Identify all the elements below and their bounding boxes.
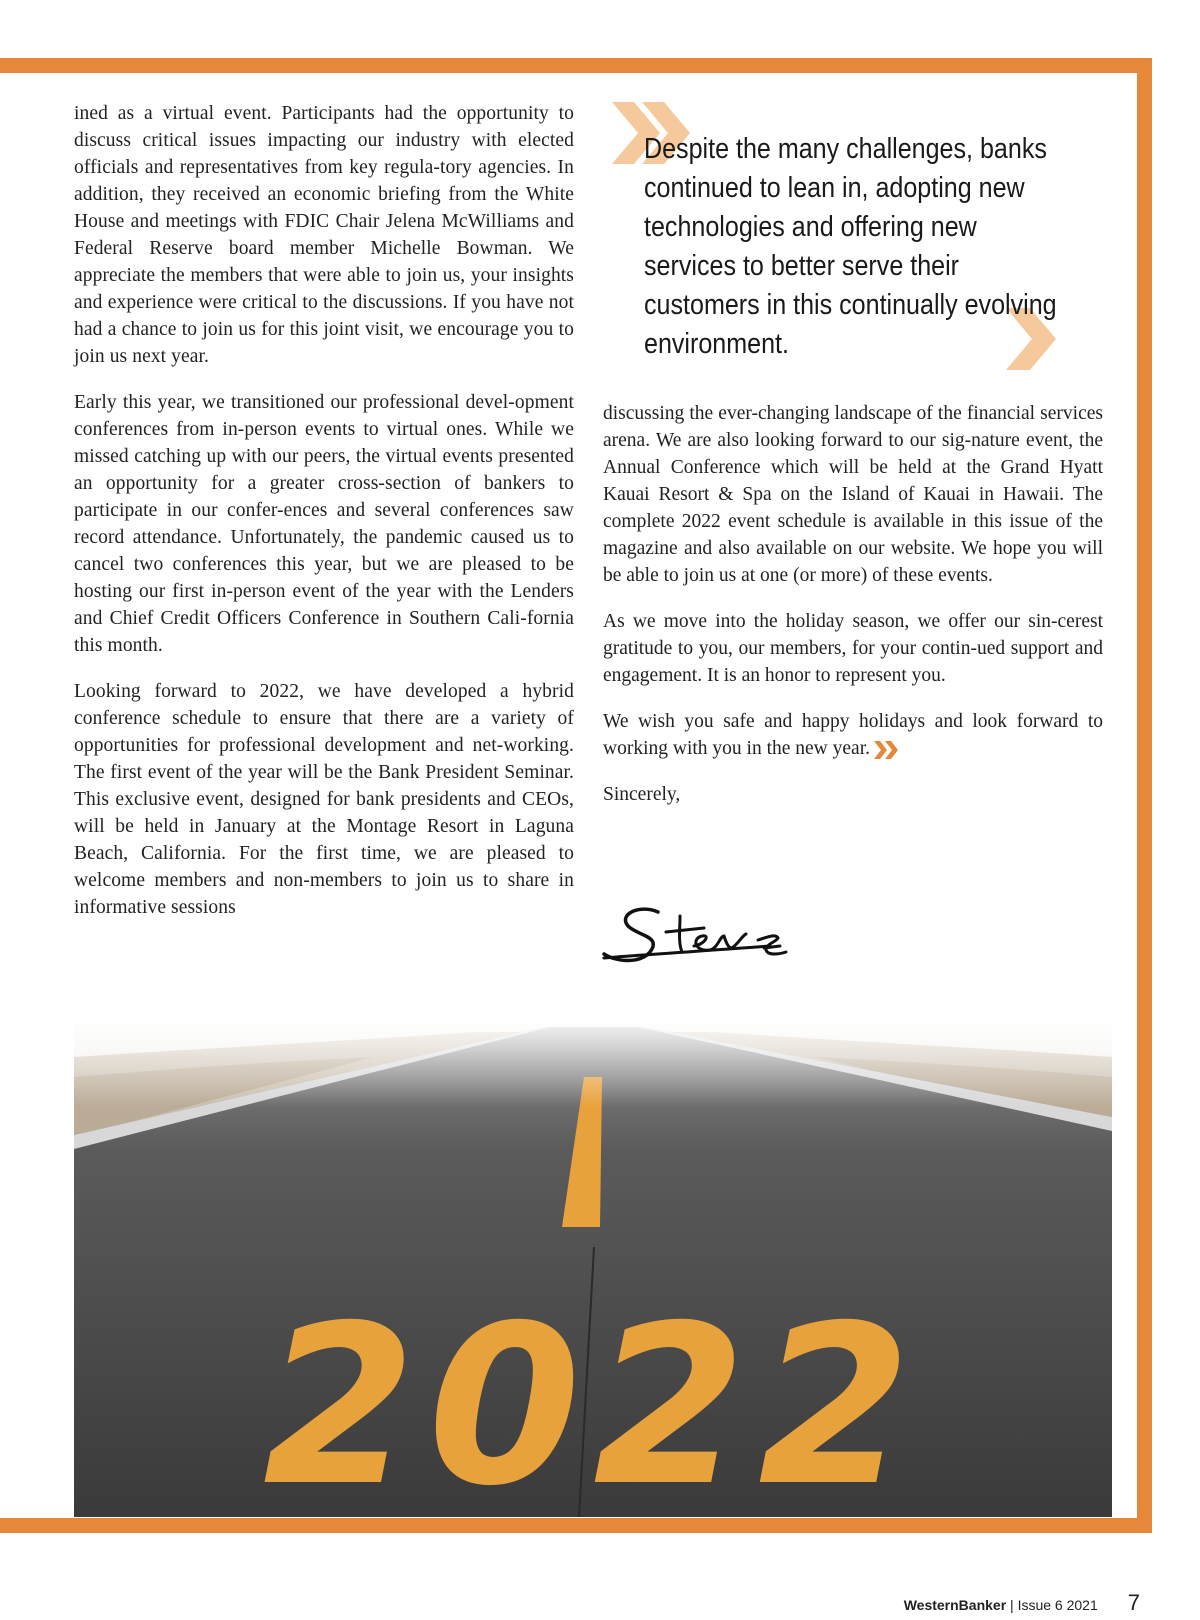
- body-paragraph: Looking forward to 2022, we have developed a hybrid conference schedule to ensure that there are a variety of opportunities for professional development and net-working. The first event of the year will be the Bank President Seminar. This exclusive event, designed for bank presidents and CEOs, will be held in January at the Montage Resort in Laguna Beach, California. For the first time, we are pleased to welcome members and non-members to join us to share in informative sessions: [74, 681, 574, 918]
- page-footer: [904, 1590, 1140, 1620]
- double-chevron-icon: [874, 741, 900, 759]
- closing-paragraph-text: We wish you safe and happy holidays and look forward to working with you in the new year.: [603, 711, 1103, 759]
- body-paragraph: As we move into the holiday season, we offer our sin-cerest gratitude to you, our members, for your contin-ued support and engagement. It is an honor to represent you.: [603, 611, 1103, 686]
- body-paragraph: Early this year, we transitioned our professional devel-opment conferences from in-person events to virtual ones. While we missed catching up with our peers, the virtual events presented an opportunity for a greater cross-section of bankers to participate in our confer-ences and several conferences saw record attendance. Unfortunately, the pandemic caused us to cancel two conferences this year, but we are pleased to be hosting our first in-person event of the year with the Lenders and Chief Credit Officers Conference in Southern Cali-fornia this month.: [74, 392, 574, 656]
- frame-border-right: [1137, 58, 1152, 1533]
- pull-quote-text: Despite the many challenges, banks continued to lean in, adopting new technologies and offering new services to better serve their customers in this continually evolving environment.: [644, 133, 1057, 360]
- frame-border-top: [0, 58, 1152, 73]
- frame-border-bottom: [0, 1518, 1152, 1533]
- page-number: 7: [1127, 1590, 1140, 1615]
- pull-quote: [612, 100, 1082, 375]
- right-column: [603, 400, 1103, 808]
- road-photo: [74, 1017, 1112, 1517]
- body-paragraph: ined as a virtual event. Participants had the opportunity to discuss critical issues impacting our industry with elected officials and representatives from key regula-tory agencies. In addition, they received an economic briefing from the White House and meetings with FDIC Chair Jelena McWilliams and Federal Reserve board member Michelle Bowman. We appreciate the members that were able to join us, your insights and experience were critical to the discussions. If you have not had a chance to join us for this joint visit, we encourage you to join us next year.: [74, 103, 574, 367]
- body-paragraph: [603, 708, 1103, 762]
- road-text: 2022: [262, 1278, 924, 1517]
- issue-label: Issue 6 2021: [1017, 1597, 1098, 1613]
- body-paragraph: discussing the ever-changing landscape of the financial services arena. We are also looking forward to our sig-nature event, the Annual Conference which will be held at the Grand Hyatt Kauai Resort & Spa on the Island of Kauai in Hawaii. The complete 2022 event schedule is available in this issue of the magazine and also available on our website. We hope you will be able to join us at one (or more) of these events.: [603, 403, 1103, 586]
- footer-separator: |: [1006, 1597, 1018, 1613]
- left-column: [74, 100, 574, 940]
- signature: [600, 900, 820, 970]
- magazine-name: WesternBanker: [903, 1597, 1007, 1613]
- closing-salutation: Sincerely,: [603, 784, 681, 805]
